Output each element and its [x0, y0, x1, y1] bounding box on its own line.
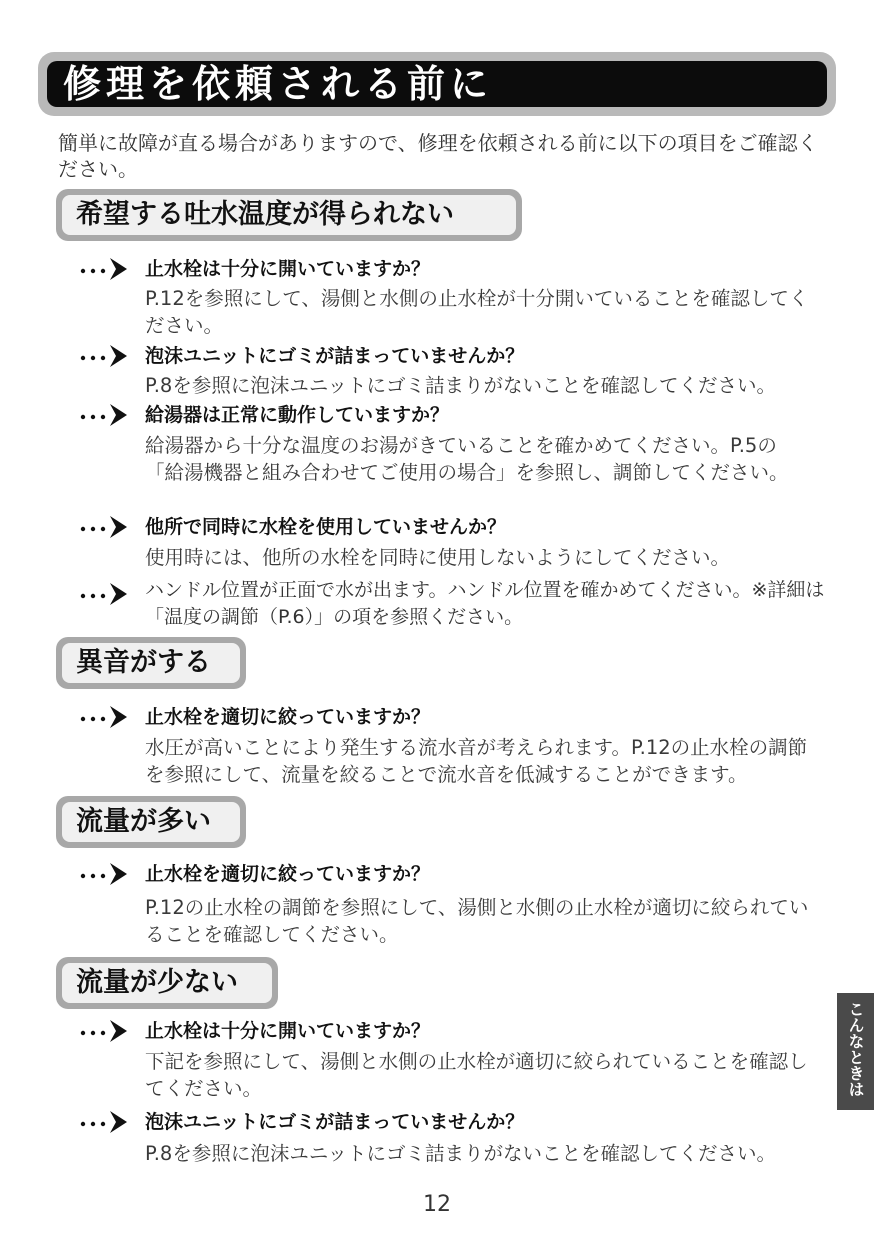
- dots-chevron-right-icon: [78, 1017, 136, 1045]
- section-heading-text: 異音がする: [76, 647, 211, 678]
- page-number: 12: [423, 1192, 451, 1217]
- section-heading-text: 希望する吐水温度が得られない: [76, 199, 454, 230]
- note-text: ハンドル位置が正面で水が出ます。ハンドル位置を確かめてください。※詳細は「温度の調節（P.6）」の項を参照ください。: [145, 579, 825, 628]
- answer-text: 給湯器から十分な温度のお湯がきていることを確かめてください。P.5の「給湯機器と組み合わせてご使用の場合」を参照し、調節してください。: [145, 434, 789, 484]
- side-index-tab-label: こんなときは: [846, 1001, 865, 1097]
- answer-text: P.12を参照にして、湯側と水側の止水栓が十分開いていることを確認してください。: [145, 287, 809, 337]
- dots-chevron-right-icon: [78, 860, 136, 888]
- dots-chevron-right-icon: [78, 255, 136, 283]
- question-title: 泡沫ユニットにゴミが詰まっていませんか？: [145, 1111, 525, 1133]
- section-heading-flow-low: [56, 957, 278, 1009]
- dots-chevron-right-icon: [78, 1108, 136, 1136]
- dots-chevron-right-icon: [78, 703, 136, 731]
- page-title: 修理を依頼される前に: [63, 62, 494, 106]
- section-heading-flow-high: [56, 796, 246, 848]
- question-title: 泡沫ユニットにゴミが詰まっていませんか？: [145, 345, 525, 367]
- dots-chevron-right-icon: [78, 342, 136, 370]
- section-heading-temperature: [56, 189, 522, 241]
- question-title: 止水栓は十分に開いていますか？: [145, 258, 431, 280]
- section-heading-text: 流量が多い: [76, 806, 211, 837]
- page-title-background: [47, 61, 827, 107]
- answer-text: 下記を参照にして、湯側と水側の止水栓が適切に絞られていることを確認してください。: [145, 1050, 808, 1100]
- answer-text: 水圧が高いことにより発生する流水音が考えられます。P.12の止水栓の調節を参照にして、流量を絞ることで流水音を低減することができます。: [145, 736, 808, 786]
- answer-text: P.8を参照に泡沫ユニットにゴミ詰まりがないことを確認してください。: [145, 1142, 777, 1165]
- side-index-tab[interactable]: [837, 993, 874, 1110]
- dots-chevron-right-icon: [78, 513, 136, 541]
- dots-chevron-right-icon: [78, 401, 136, 429]
- dots-chevron-right-icon: [78, 580, 136, 608]
- intro-text: 簡単に故障が直る場合がありますので、修理を依頼される前に以下の項目をご確認ください。: [58, 131, 818, 181]
- answer-text: P.8を参照に泡沫ユニットにゴミ詰まりがないことを確認してください。: [145, 374, 777, 397]
- question-title: 止水栓は十分に開いていますか？: [145, 1020, 431, 1042]
- answer-text: 使用時には、他所の水栓を同時に使用しないようにしてください。: [145, 546, 731, 569]
- question-title: 止水栓を適切に絞っていますか？: [145, 863, 431, 885]
- question-title: 他所で同時に水栓を使用していませんか？: [145, 516, 507, 538]
- page-title-bar: [38, 52, 836, 116]
- section-heading-text: 流量が少ない: [76, 967, 238, 998]
- section-heading-noise: [56, 637, 246, 689]
- answer-text: P.12の止水栓の調節を参照にして、湯側と水側の止水栓が適切に絞られていることを確認してください。: [145, 896, 809, 946]
- question-title: 止水栓を適切に絞っていますか？: [145, 706, 431, 728]
- question-title: 給湯器は正常に動作していますか？: [145, 404, 450, 426]
